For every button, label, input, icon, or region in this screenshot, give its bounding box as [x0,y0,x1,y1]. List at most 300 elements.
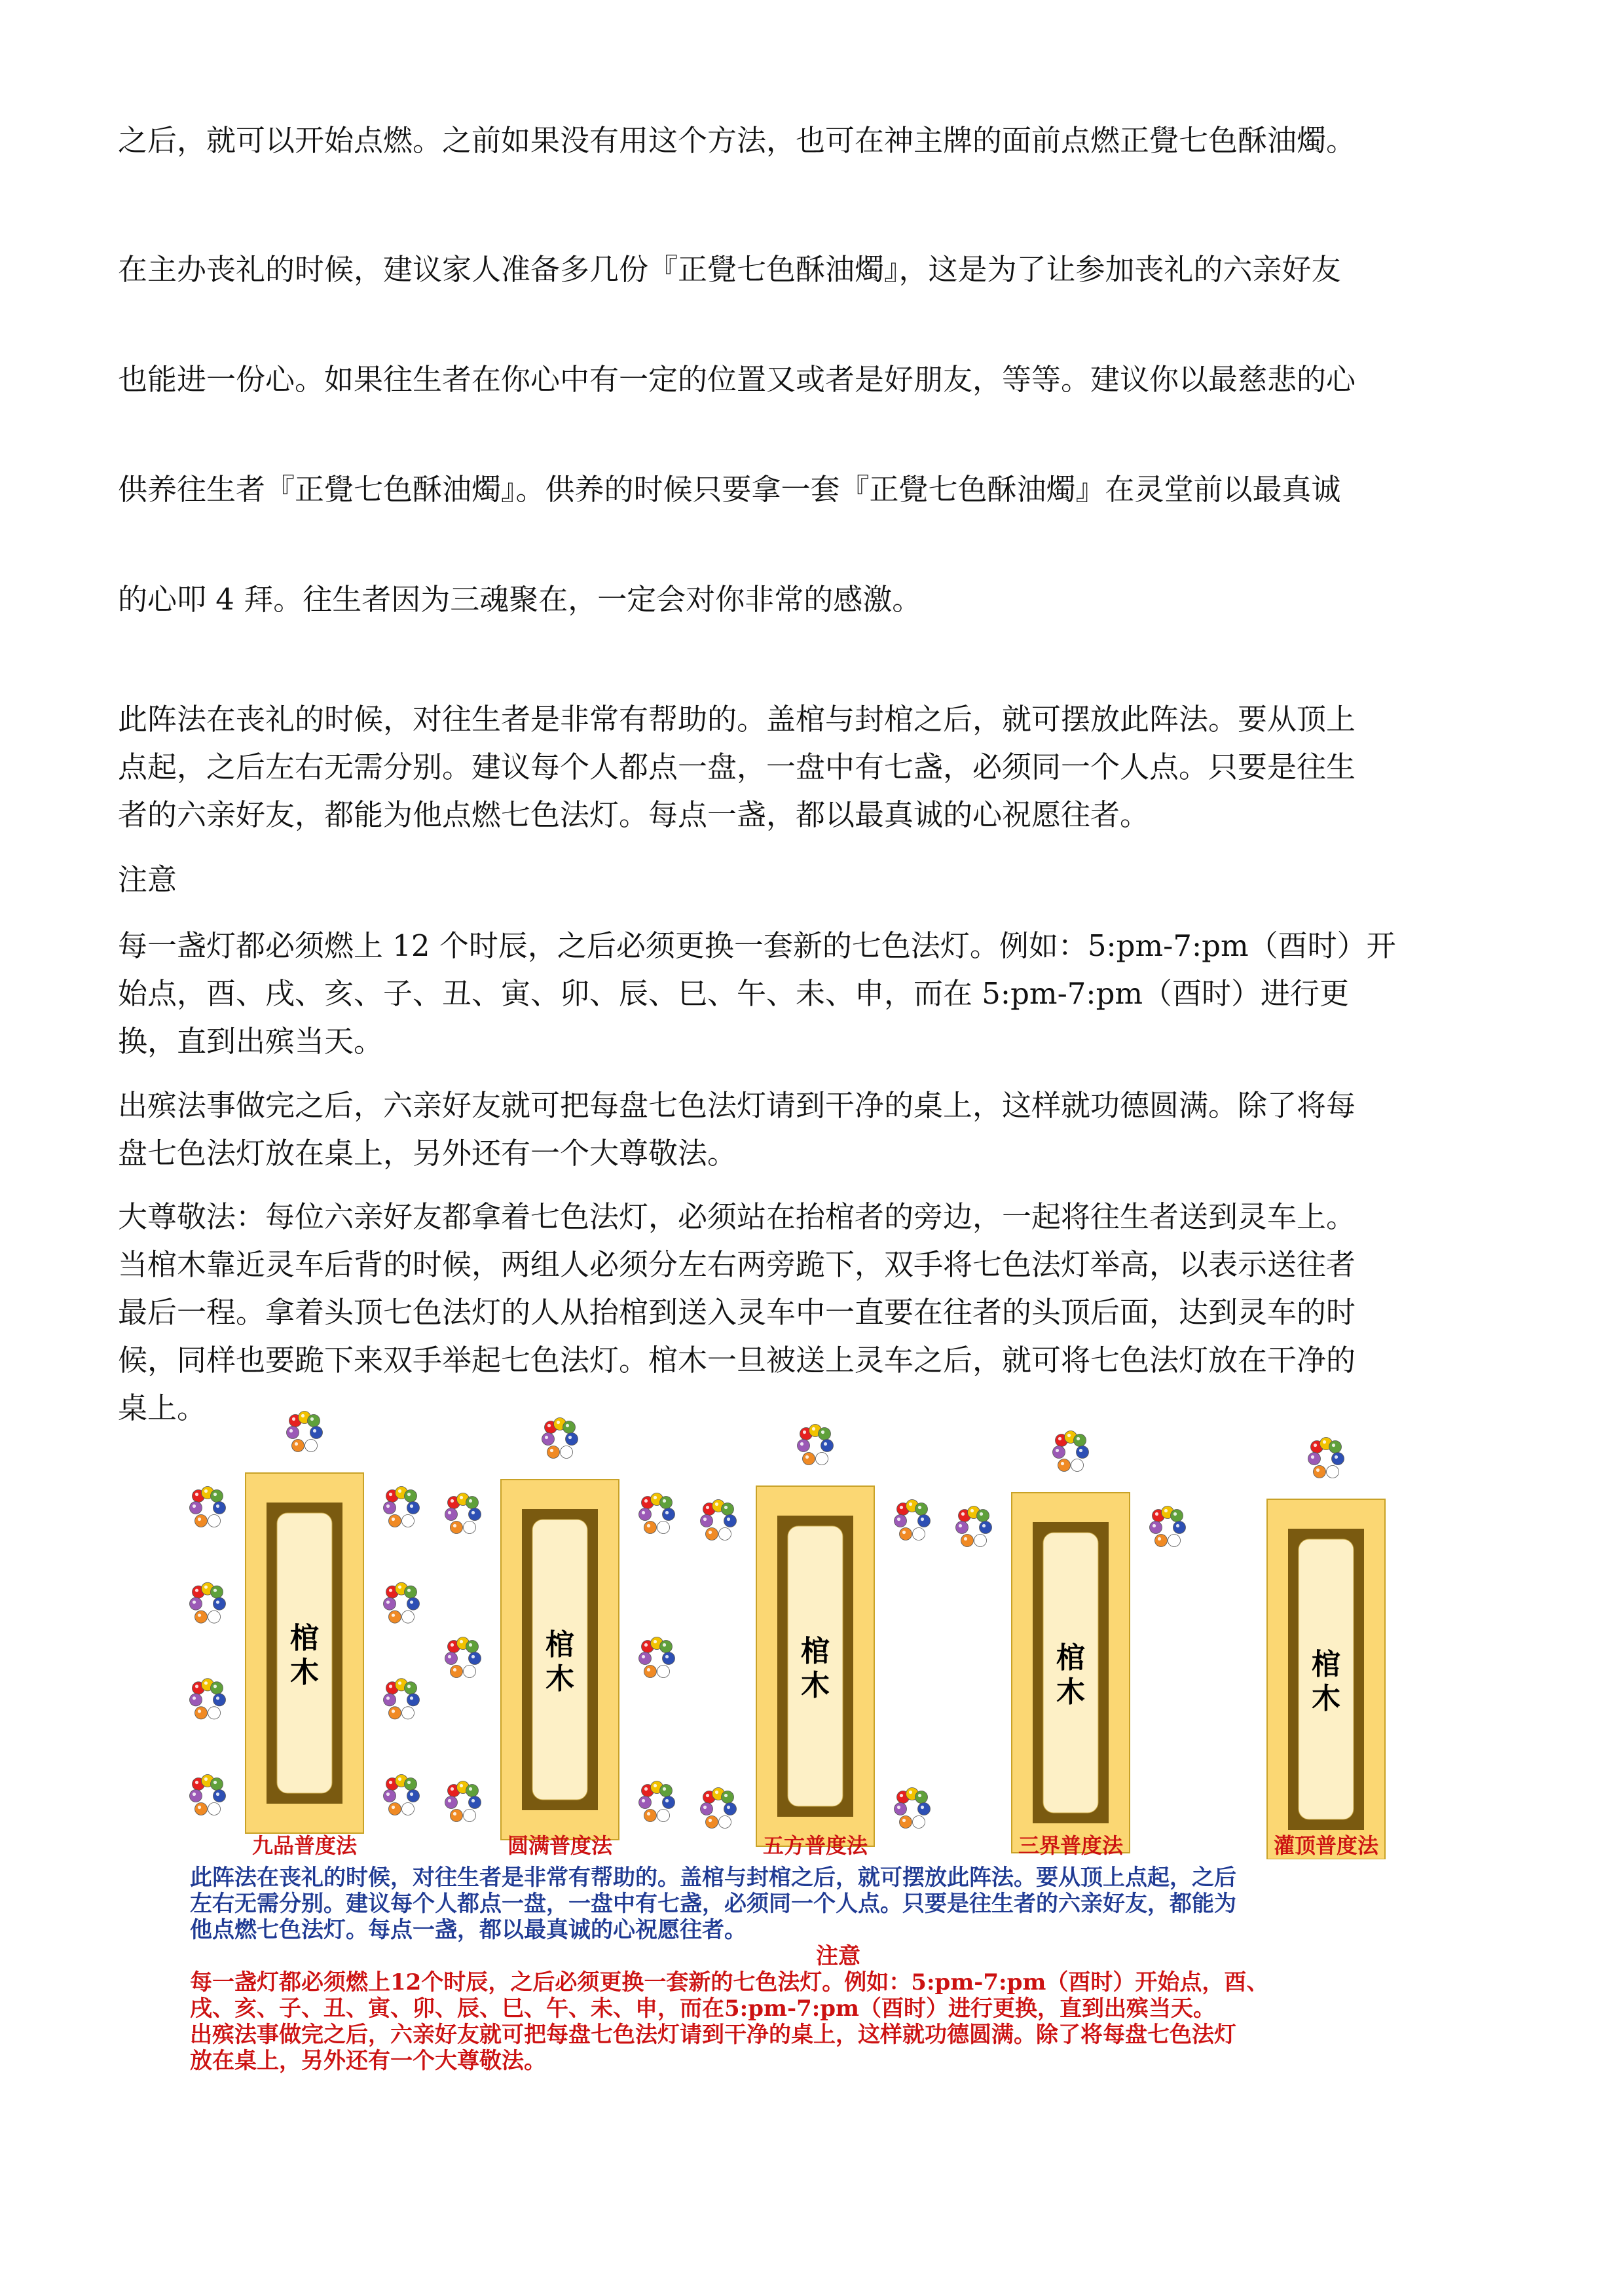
lamp-highlight [909,1791,912,1794]
paragraph-2 [118,215,1506,655]
lamp-highlight [195,1493,198,1496]
lamp-icon [466,1497,479,1509]
lamp-highlight [550,1449,553,1452]
lamp-icon [722,1791,734,1804]
lamp-icon [384,1694,396,1706]
lamp-highlight [213,1685,217,1688]
lamp-highlight [663,1499,666,1503]
note-line: 每一盏灯都必须燃上12个时辰，之后必须更换一套新的七色法灯。例如：5:pm-7:pm（酉时）开始点，酉、 [190,1969,1269,1995]
lamp-highlight [706,1794,709,1797]
lamp-highlight [703,1806,707,1809]
lamp-highlight [460,1640,463,1643]
note-line: 此阵法在丧礼的时候，对往生者是非常有帮助的。盖棺与封棺之后，就可摆放此阵法。要从顶上点起，之后 [190,1865,1236,1891]
lamp-highlight [647,1668,650,1671]
lamp-icon [819,1428,831,1440]
lamp-highlight [292,1417,295,1421]
lamp-highlight [466,1668,470,1671]
lamp-highlight [469,1499,472,1503]
lamp-highlight [389,1493,392,1496]
lamp-highlight [1058,1437,1061,1440]
lamp-highlight [709,1819,712,1822]
lamp-icon [566,1433,578,1446]
lamp-highlight [405,1806,408,1809]
text-line: 最后一程。拿着头顶七色法灯的人从抬棺到送入灵车中一直要在往者的头顶后面，达到灵车的时 [118,1295,1356,1330]
lamp-cluster [384,1487,420,1527]
lamp-highlight [213,1589,217,1592]
lamp-highlight [407,1781,411,1784]
paragraph-3 [118,695,1506,839]
lamp-highlight [915,1819,919,1822]
lamp-icon [213,1597,226,1610]
coffin-label-char: 木 [545,1662,574,1696]
lamp-highlight [1314,1444,1317,1447]
lamp-highlight [195,1589,198,1592]
lamp-highlight [448,1511,451,1514]
lamp-icon [190,1502,202,1514]
lamp-highlight [308,1442,311,1446]
lamp-highlight [824,1442,827,1446]
lamp-highlight [198,1614,201,1617]
lamp-highlight [727,1806,730,1809]
lamp-highlight [915,1531,919,1534]
lamp-cluster [190,1679,226,1719]
text-line: 当棺木靠近灵车后背的时候，两组人必须分左右两旁跪下，双手将七色法灯举高，以表示送往者 [118,1247,1356,1282]
lamp-highlight [398,1777,401,1781]
text-line: 候，同样也要跪下来双手举起七色法灯。棺木一旦被送上灵车之后，就可将七色法灯放在干净的 [118,1343,1356,1377]
note-line: 戌、亥、子、丑、寅、卯、辰、巳、午、未、申，而在5:pm-7:pm（酉时）进行更换，直到出殡当天。 [190,1995,1216,2022]
text-line: 的心叩 4 拜。往生者因为三魂聚在，一定会对你非常的感激。 [118,582,922,617]
text-line: 在主办丧礼的时候，建议家人准备多几份『正覺七色酥油燭』，这是为了让参加丧礼的六亲好友 [118,252,1341,287]
lamp-cluster [798,1425,834,1465]
lamp-highlight [469,1787,472,1791]
lamp-highlight [193,1696,196,1700]
lamp-highlight [563,1449,566,1452]
lamp-highlight [211,1518,214,1521]
lamp-icon [542,1433,555,1446]
note-title: 注意 [816,1943,860,1969]
lamp-highlight [980,1512,983,1516]
coffin-label-char: 木 [1056,1675,1085,1709]
lamp-icon [644,1522,657,1534]
lamp-cluster [1308,1438,1344,1478]
lamp-icon [464,1666,476,1678]
lamp-highlight [216,1793,219,1796]
lamp-highlight [405,1614,408,1617]
formation-label: 五方普度法 [762,1833,868,1858]
lamp-highlight [1077,1437,1080,1440]
lamp-icon [639,1508,652,1521]
lamp-icon [657,1522,670,1534]
lamp-highlight [959,1524,962,1527]
lamp-icon [701,1515,713,1527]
lamp-highlight [460,1496,463,1499]
lamp-cluster [445,1493,481,1534]
lamp-icon [208,1707,221,1719]
lamp-highlight [392,1806,395,1809]
lamp-icon [563,1421,576,1434]
lamp-highlight [1153,1524,1156,1527]
lamp-highlight [213,1781,217,1784]
lamp-icon [1077,1446,1089,1459]
lamp-icon [195,1803,208,1815]
lamp-highlight [977,1537,980,1540]
coffin-formation [1012,1493,1130,1853]
lamp-icon [701,1803,713,1815]
lamp-icon [1071,1459,1084,1472]
lamp-highlight [964,1537,967,1540]
lamp-icon [389,1707,401,1719]
lamp-icon [292,1440,304,1452]
coffin-formation [246,1473,363,1833]
lamp-highlight [460,1784,463,1787]
lamp-icon [308,1415,320,1427]
lamp-icon [798,1440,810,1452]
lamp-cluster [542,1418,578,1459]
lamp-icon [213,1790,226,1802]
lamp-highlight [469,1643,472,1647]
lamp-highlight [398,1586,401,1589]
formation-label: 九品普度法 [251,1833,358,1858]
lamp-icon [1327,1466,1339,1478]
lamp-cluster [895,1500,931,1540]
lamp-highlight [1056,1449,1059,1452]
lamp-highlight [295,1442,298,1446]
coffin-label-char: 棺 [1312,1648,1340,1681]
lamp-icon [663,1796,675,1809]
text-line: 每一盏灯都必须燃上 12 个时辰，之后必须更换一套新的七色法灯。例如：5:pm-7:pm（酉时）开 [118,928,1396,963]
lamp-icon [407,1502,420,1514]
lamp-highlight [961,1512,965,1516]
lamp-highlight [665,1655,669,1658]
lamp-highlight [660,1812,663,1815]
lamp-icon [469,1796,481,1809]
lamp-highlight [386,1504,390,1508]
lamp-highlight [289,1429,293,1432]
lamp-icon [1150,1522,1162,1534]
lamp-icon [287,1427,299,1439]
lamp-icon [405,1778,417,1791]
coffin-label-char: 木 [1312,1682,1340,1715]
lamp-icon [464,1810,476,1822]
lamp-icon [405,1490,417,1503]
lamp-icon [915,1791,928,1804]
lamp-highlight [812,1427,815,1430]
lamp-highlight [1171,1537,1174,1540]
lamp-highlight [389,1589,392,1592]
lamp-icon [384,1502,396,1514]
lamp-cluster [445,1781,481,1822]
lamp-highlight [660,1524,663,1527]
lamp-highlight [407,1685,411,1688]
lamp-highlight [724,1794,728,1797]
lamp-icon [1329,1441,1342,1453]
lamp-highlight [902,1819,906,1822]
lamp-cluster [701,1500,737,1540]
lamp-highlight [921,1806,924,1809]
lamp-highlight [410,1504,413,1508]
lamp-highlight [211,1709,214,1713]
lamp-cluster [639,1637,675,1678]
lamp-highlight [204,1681,208,1685]
lamp-icon [724,1803,737,1815]
lamp-icon [1168,1535,1181,1547]
lamp-icon [821,1440,834,1452]
lamp-icon [644,1810,657,1822]
lamp-icon [660,1785,673,1797]
lamp-highlight [722,1819,725,1822]
lamp-highlight [727,1518,730,1521]
text-line: 者的六亲好友，都能为他点燃七色法灯。每点一盏，都以最真诚的心祝愿往者。 [118,797,1150,832]
note-line: 左右无需分别。建议每个人都点一盘，一盘中有七盏，必须同一个人点。只要是往生者的六亲好友，都能为 [190,1891,1236,1917]
lamp-highlight [918,1794,921,1797]
lamp-highlight [213,1493,217,1496]
coffin-label-char: 棺 [545,1628,574,1662]
lamp-icon [407,1597,420,1610]
text-line: 此阵法在丧礼的时候，对往生者是非常有帮助的。盖棺与封棺之后，就可摆放此阵法。要从顶上 [118,702,1356,737]
lamp-highlight [970,1509,974,1512]
lamp-highlight [410,1696,413,1700]
lamp-highlight [1323,1440,1326,1444]
lamp-highlight [545,1436,548,1439]
lamp-highlight [897,1518,900,1521]
lamp-cluster [1150,1506,1186,1547]
lamp-highlight [900,1794,903,1797]
lamp-highlight [453,1524,456,1527]
lamp-cluster [384,1582,420,1623]
lamp-icon [208,1515,221,1527]
lamp-highlight [715,1503,718,1506]
coffin-formation [1267,1499,1385,1859]
lamp-highlight [1079,1449,1082,1452]
section-heading-note [118,856,1506,903]
lamp-icon [195,1611,208,1623]
lamp-highlight [1164,1509,1168,1512]
lamp-icon [190,1790,202,1802]
lamp-icon [211,1490,223,1503]
lamp-icon [977,1510,989,1522]
lamp-highlight [1311,1455,1314,1459]
lamp-icon [402,1515,415,1527]
lamp-icon [663,1652,675,1665]
lamp-icon [722,1503,734,1516]
lamp-highlight [216,1601,219,1604]
coffin-label-char: 棺 [290,1622,319,1655]
lamp-highlight [386,1696,390,1700]
lamp-icon [657,1666,670,1678]
lamp-highlight [647,1812,650,1815]
text-line: 供养往生者『正覺七色酥油燭』。供养的时候只要拿一套『正覺七色酥油燭』在灵堂前以最真诚 [118,472,1341,507]
lamp-icon [660,1497,673,1509]
lamp-icon [407,1790,420,1802]
lamp-highlight [902,1531,906,1534]
lamp-icon [719,1528,731,1540]
lamp-icon [211,1682,223,1694]
lamp-icon [451,1666,463,1678]
note-line: 放在桌上，另外还有一个大尊敬法。 [190,2048,546,2074]
lamp-highlight [392,1518,395,1521]
lamp-icon [407,1694,420,1706]
lamp-icon [305,1440,318,1452]
lamp-highlight [389,1781,392,1784]
lamp-highlight [193,1601,196,1604]
lamp-icon [190,1597,202,1610]
lamp-formation-diagram [177,1401,1454,1859]
text-line: 之后，就可以开始点燃。之前如果没有用这个方法，也可在神主牌的面前点燃正覺七色酥油燭。 [118,123,1356,158]
lamp-icon [195,1515,208,1527]
lamp-highlight [410,1793,413,1796]
lamp-icon [660,1641,673,1653]
lamp-highlight [386,1793,390,1796]
lamp-icon [657,1810,670,1822]
lamp-highlight [198,1709,201,1713]
lamp-highlight [724,1506,728,1509]
lamp-highlight [407,1589,411,1592]
lamp-highlight [195,1685,198,1688]
lamp-icon [644,1666,657,1678]
lamp-highlight [547,1424,551,1427]
lamp-icon [956,1522,969,1534]
lamp-highlight [386,1601,390,1604]
paragraph-1 [118,86,1506,196]
lamp-highlight [654,1784,657,1787]
lamp-highlight [557,1421,560,1424]
lamp-highlight [195,1781,198,1784]
lamp-highlight [660,1668,663,1671]
lamp-highlight [642,1511,645,1514]
lamp-icon [1308,1453,1321,1465]
lamp-highlight [568,1436,572,1439]
coffin-label-char: 棺 [801,1635,830,1668]
lamp-highlight [819,1455,822,1459]
formation-label: 灌顶普度法 [1273,1833,1379,1858]
paragraph-7 [118,1193,1506,1432]
lamp-highlight [642,1655,645,1658]
lamp-highlight [471,1655,475,1658]
note-line: 出殡法事做完之后，六亲好友就可把每盘七色法灯请到干净的桌上，这样就功德圆满。除了将每盘七色法灯 [190,2022,1236,2048]
lamp-icon [469,1652,481,1665]
formation-label: 三界普度法 [1018,1833,1124,1858]
lamp-icon [310,1427,323,1439]
lamp-icon [464,1522,476,1534]
lamp-highlight [642,1799,645,1802]
lamp-highlight [663,1787,666,1791]
lamp-icon [1332,1453,1344,1465]
text-line: 也能进一份心。如果往生者在你心中有一定的位置又或者是好朋友，等等。建议你以最慈悲的心 [118,362,1356,397]
lamp-icon [384,1790,396,1802]
lamp-highlight [1316,1468,1320,1472]
lamp-icon [208,1803,221,1815]
lamp-icon [1173,1522,1186,1534]
lamp-icon [719,1816,731,1829]
lamp-highlight [448,1655,451,1658]
lamp-icon [1058,1459,1071,1472]
lamp-icon [1171,1510,1183,1522]
lamp-highlight [918,1506,921,1509]
text-line: 始点，酉、戌、亥、子、丑、寅、卯、辰、巳、午、未、申，而在 5:pm-7:pm（酉时）进行更 [118,976,1350,1011]
lamp-icon [918,1515,931,1527]
lamp-highlight [1329,1468,1333,1472]
lamp-highlight [453,1812,456,1815]
lamp-icon [466,1641,479,1653]
lamp-highlight [198,1806,201,1809]
lamp-highlight [900,1506,903,1509]
lamp-icon [639,1796,652,1809]
lamp-icon [895,1803,907,1815]
lamp-icon [402,1611,415,1623]
lamp-icon [561,1446,573,1459]
lamp-highlight [216,1504,219,1508]
lamp-highlight [471,1511,475,1514]
coffin-formation [756,1486,874,1846]
lamp-highlight [654,1496,657,1499]
lamp-highlight [1176,1524,1179,1527]
text-line: 出殡法事做完之后，六亲好友就可把每盘七色法灯请到干净的桌上，这样就功德圆满。除了将每 [118,1088,1356,1123]
lamp-cluster [701,1788,737,1829]
lamp-cluster [190,1582,226,1623]
text-line: 注意 [118,862,177,897]
lamp-icon [213,1502,226,1514]
lamp-icon [402,1803,415,1815]
lamp-cluster [895,1788,931,1829]
lamp-highlight [392,1709,395,1713]
lamp-highlight [405,1709,408,1713]
lamp-highlight [389,1685,392,1688]
lamp-highlight [211,1614,214,1617]
lamp-highlight [204,1586,208,1589]
lamp-icon [663,1508,675,1521]
lamp-highlight [1061,1462,1064,1465]
coffin-label-char: 木 [801,1669,830,1702]
lamp-highlight [193,1793,196,1796]
lamp-cluster [639,1493,675,1534]
lamp-cluster [384,1775,420,1815]
lamp-highlight [566,1424,569,1427]
lamp-icon [1314,1466,1326,1478]
lamp-cluster [190,1775,226,1815]
lamp-icon [213,1694,226,1706]
lamp-icon [445,1652,458,1665]
lamp-highlight [466,1524,470,1527]
lamp-highlight [703,1518,707,1521]
lamp-icon [389,1803,401,1815]
lamp-highlight [921,1518,924,1521]
lamp-highlight [193,1504,196,1508]
lamp-highlight [198,1518,201,1521]
lamp-icon [1053,1446,1065,1459]
coffin-label-char: 木 [290,1656,319,1689]
lamp-icon [211,1586,223,1598]
diagram-notes [190,1865,1486,2074]
lamp-highlight [1074,1462,1077,1465]
lamp-icon [706,1816,718,1829]
lamp-cluster [190,1487,226,1527]
lamp-highlight [644,1499,648,1503]
lamp-highlight [313,1429,316,1432]
lamp-highlight [216,1696,219,1700]
lamp-icon [913,1528,925,1540]
lamp-icon [469,1508,481,1521]
lamp-icon [547,1446,560,1459]
lamp-highlight [803,1430,806,1434]
lamp-icon [639,1652,652,1665]
lamp-icon [900,1528,912,1540]
lamp-cluster [639,1781,675,1822]
lamp-icon [1074,1434,1086,1447]
lamp-highlight [805,1455,809,1459]
lamp-highlight [204,1777,208,1781]
lamp-icon [803,1453,815,1465]
note-line: 他点燃七色法灯。每点一盏，都以最真诚的心祝愿往者。 [190,1917,747,1943]
